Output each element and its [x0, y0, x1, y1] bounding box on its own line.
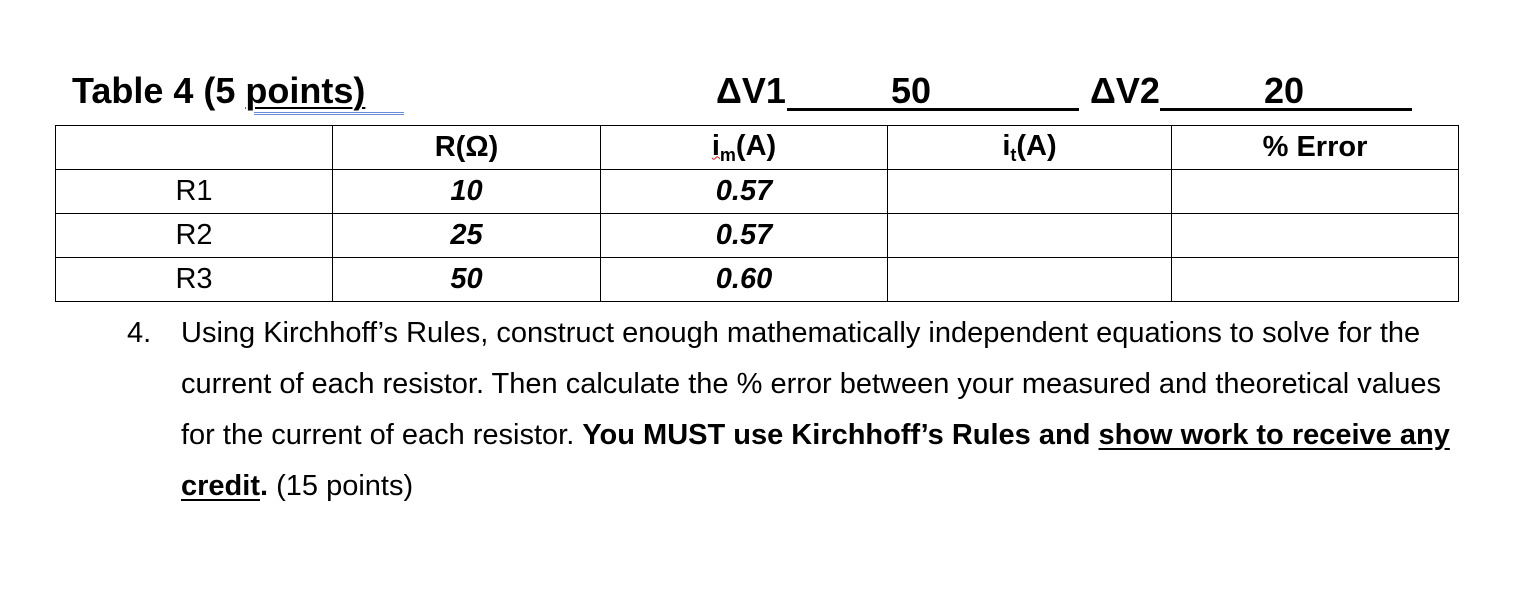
resistance-value: 50 [333, 258, 601, 302]
theoretical-current-cell[interactable] [888, 170, 1172, 214]
header-im-i: i [711, 129, 720, 162]
table-row [56, 214, 1459, 258]
row-label: R1 [56, 170, 333, 214]
measured-current-value: 0.57 [601, 214, 888, 258]
percent-error-cell[interactable] [1172, 170, 1459, 214]
resistance-value: 25 [333, 214, 601, 258]
percent-error-cell[interactable] [1172, 258, 1459, 302]
header-it-sub: t [1010, 144, 1017, 165]
table-row [56, 170, 1459, 214]
question-requirement: You MUST use Kirchhoff’s Rules and [582, 419, 1099, 451]
header-resistance: R(Ω) [333, 126, 601, 170]
title-points-text: points) [245, 70, 366, 111]
question-instructions: Using Kirchhoff’s Rules, construct enough mathematically independent equations to solve for the current of each resistor. Then calculate the % error between your measured and theoretical values for the current of each resistor. [181, 317, 1442, 451]
question-number: 4. [127, 317, 152, 349]
table-title [72, 70, 365, 112]
resistance-value: 10 [333, 170, 601, 214]
grammar-underline [254, 108, 404, 115]
question-text [181, 308, 1471, 512]
theoretical-current-cell[interactable] [888, 258, 1172, 302]
header-it-i: i [1002, 129, 1011, 162]
table-row [56, 258, 1459, 302]
table-heading [0, 68, 1531, 118]
header-empty-cell [56, 126, 333, 170]
header-im-unit: (A) [735, 129, 777, 162]
measured-current-value: 0.60 [601, 258, 888, 302]
resistor-table [55, 125, 1459, 302]
dv1-label: ΔV1 [716, 70, 786, 111]
dv1-value: 50 [891, 70, 932, 111]
header-theoretical-current [888, 126, 1172, 170]
title-text: Table 4 (5 [72, 70, 246, 111]
header-im-sub: m [719, 144, 736, 165]
percent-error-cell[interactable] [1172, 214, 1459, 258]
row-label: R3 [56, 258, 333, 302]
measured-current-value: 0.57 [601, 170, 888, 214]
theoretical-current-cell[interactable] [888, 214, 1172, 258]
dv1-blank-line [787, 108, 1079, 111]
header-measured-current [601, 126, 888, 170]
header-im-symbol [711, 129, 736, 165]
dv2-label: ΔV2 [1090, 70, 1160, 111]
header-it-unit: (A) [1016, 129, 1057, 162]
row-label: R2 [56, 214, 333, 258]
question-emphasis: show work to receive any credit [181, 419, 1450, 502]
question-period: . [259, 470, 269, 502]
question-points: (15 points) [268, 470, 414, 502]
dv2-value: 20 [1264, 70, 1305, 111]
table-header-row [56, 126, 1459, 170]
header-percent-error: % Error [1172, 126, 1459, 170]
